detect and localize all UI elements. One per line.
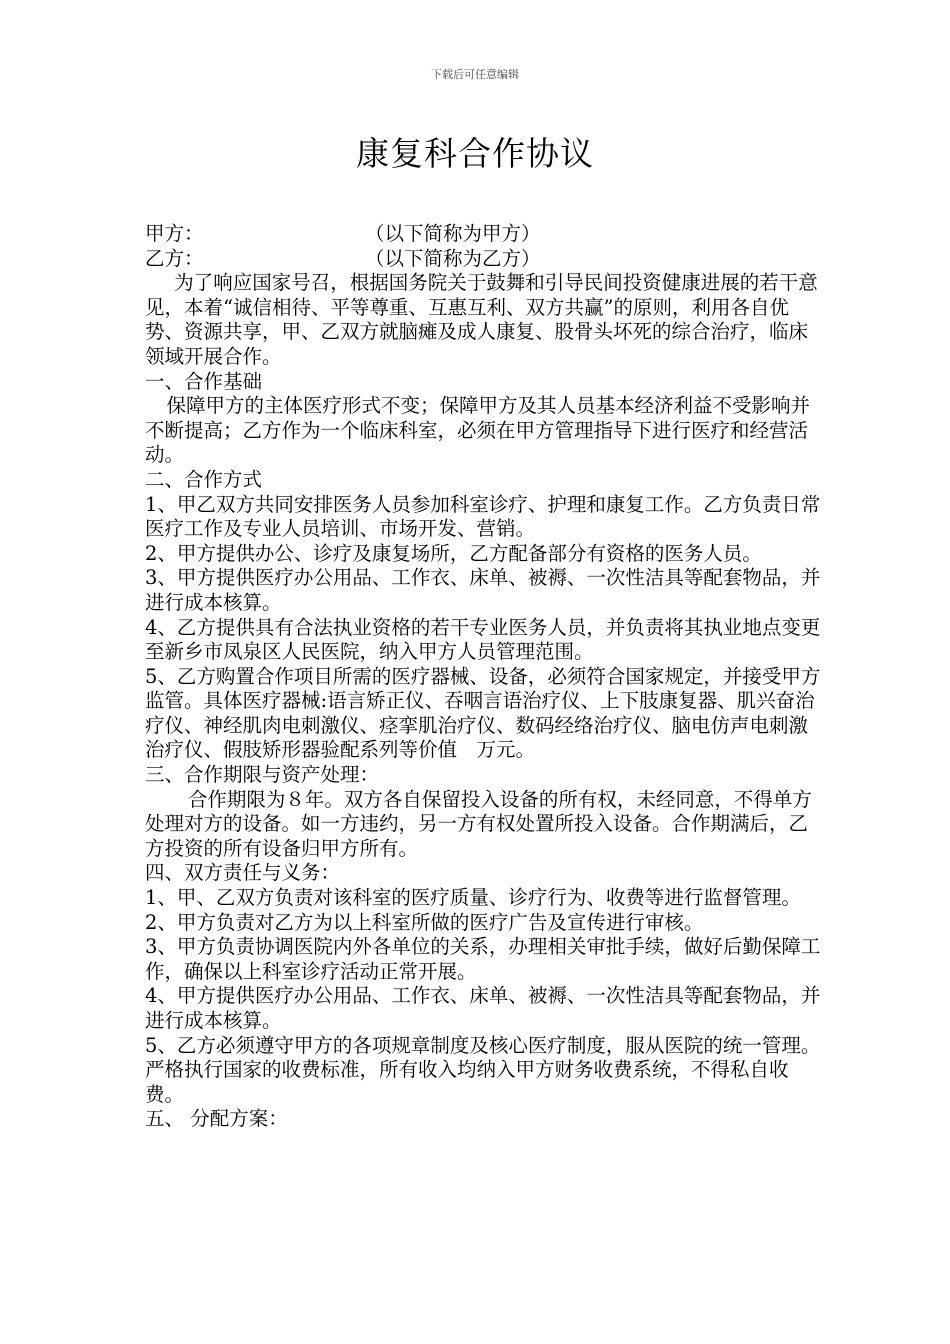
section-paragraph: 保障甲方的主体医疗形式不变；保障甲方及其人员基本经济利益不受影响并不断提高；乙方作为一个临床科室，必须在甲方管理指导下进行医疗和经营活动。 [145, 394, 810, 467]
party-b-label: 乙方： [145, 246, 204, 270]
list-item: 5、乙方必须遵守甲方的各项规章制度及核心医疗制度，服从医院的统一管理。严格执行国家的收费标准，所有收入均纳入甲方财务收费系统，不得私自收费。 [145, 1033, 821, 1106]
list-item: 1、甲乙双方共同安排医务人员参加科室诊疗、护理和康复工作。乙方负责日常医疗工作及专业人员培训、市场开发、营销。 [145, 492, 821, 541]
page-header-note: 下载后可任意编辑 [431, 68, 519, 81]
intro-paragraph: 为了响应国家号召，根据国务院关于鼓舞和引导民间投资健康进展的若干意见，本着“诚信相待、平等尊重、互惠互利、双方共赢”的原则，利用各自优势、资源共享，甲、乙双方就脑瘫及成人康复、股骨头坏死的综合治疗，临床领域开展合作。 [145, 271, 818, 368]
document-title: 康复科合作协议 [356, 134, 594, 173]
section-heading: 四、双方责任与义务： [145, 861, 341, 885]
section-heading: 三、合作期限与资产处理： [145, 763, 380, 787]
list-item: 2、甲方负责对乙方为以上科室所做的医疗广告及宣传进行审核。 [145, 910, 704, 934]
list-item: 4、乙方提供具有合法执业资格的若干专业医务人员，并负责将其执业地点变更至新乡市凤泉区人民医院，纳入甲方人员管理范围。 [145, 615, 821, 664]
section-paragraph: 合作期限为８年。双方各自保留投入设备的所有权，未经同意，不得单方处理对方的设备。如一方违约，另一方有权处置所投入设备。合作期满后，乙方投资的所有设备归甲方所有。 [145, 787, 812, 860]
party-a-label: 甲方： [145, 222, 204, 245]
list-item: 5、乙方购置合作项目所需的医疗器械、设备，必须符合国家规定，并接受甲方监管。具体医疗器械:语言矫正仪、吞咽言语治疗仪、上下肢康复器、肌兴奋治疗仪、神经肌肉电刺激仪、痉挛肌治疗仪、数码经络治疗仪、脑电仿声电刺激治疗仪、假肢矫形器验配系列等价值 万元。 [145, 664, 821, 762]
list-item: 1、甲、乙双方负责对该科室的医疗质量、诊疗行为、收费等进行监督管理。 [145, 886, 801, 910]
section-heading: 一、合作基础 [145, 369, 263, 393]
document-body [145, 222, 821, 1132]
party-b-note: （以下简称为乙方） [365, 246, 541, 270]
party-a-line [145, 222, 821, 247]
list-item: 2、甲方提供办公、诊疗及康复场所，乙方配备部分有资格的医务人员。 [145, 541, 762, 565]
party-b-line [145, 247, 821, 272]
party-a-note: （以下简称为甲方） [365, 222, 541, 245]
list-item: 3、甲方提供医疗办公用品、工作衣、床单、被褥、一次性洁具等配套物品，并进行成本核算。 [145, 566, 821, 614]
section-heading: 二、合作方式 [145, 467, 263, 491]
section-heading: 五、 分配方案： [145, 1107, 288, 1131]
list-item: 4、甲方提供医疗办公用品、工作衣、床单、被褥、一次性洁具等配套物品，并进行成本核算。 [145, 984, 821, 1032]
list-item: 3、甲方负责协调医院内外各单位的关系，办理相关审批手续，做好后勤保障工作，确保以上科室诊疗活动正常开展。 [145, 935, 821, 983]
